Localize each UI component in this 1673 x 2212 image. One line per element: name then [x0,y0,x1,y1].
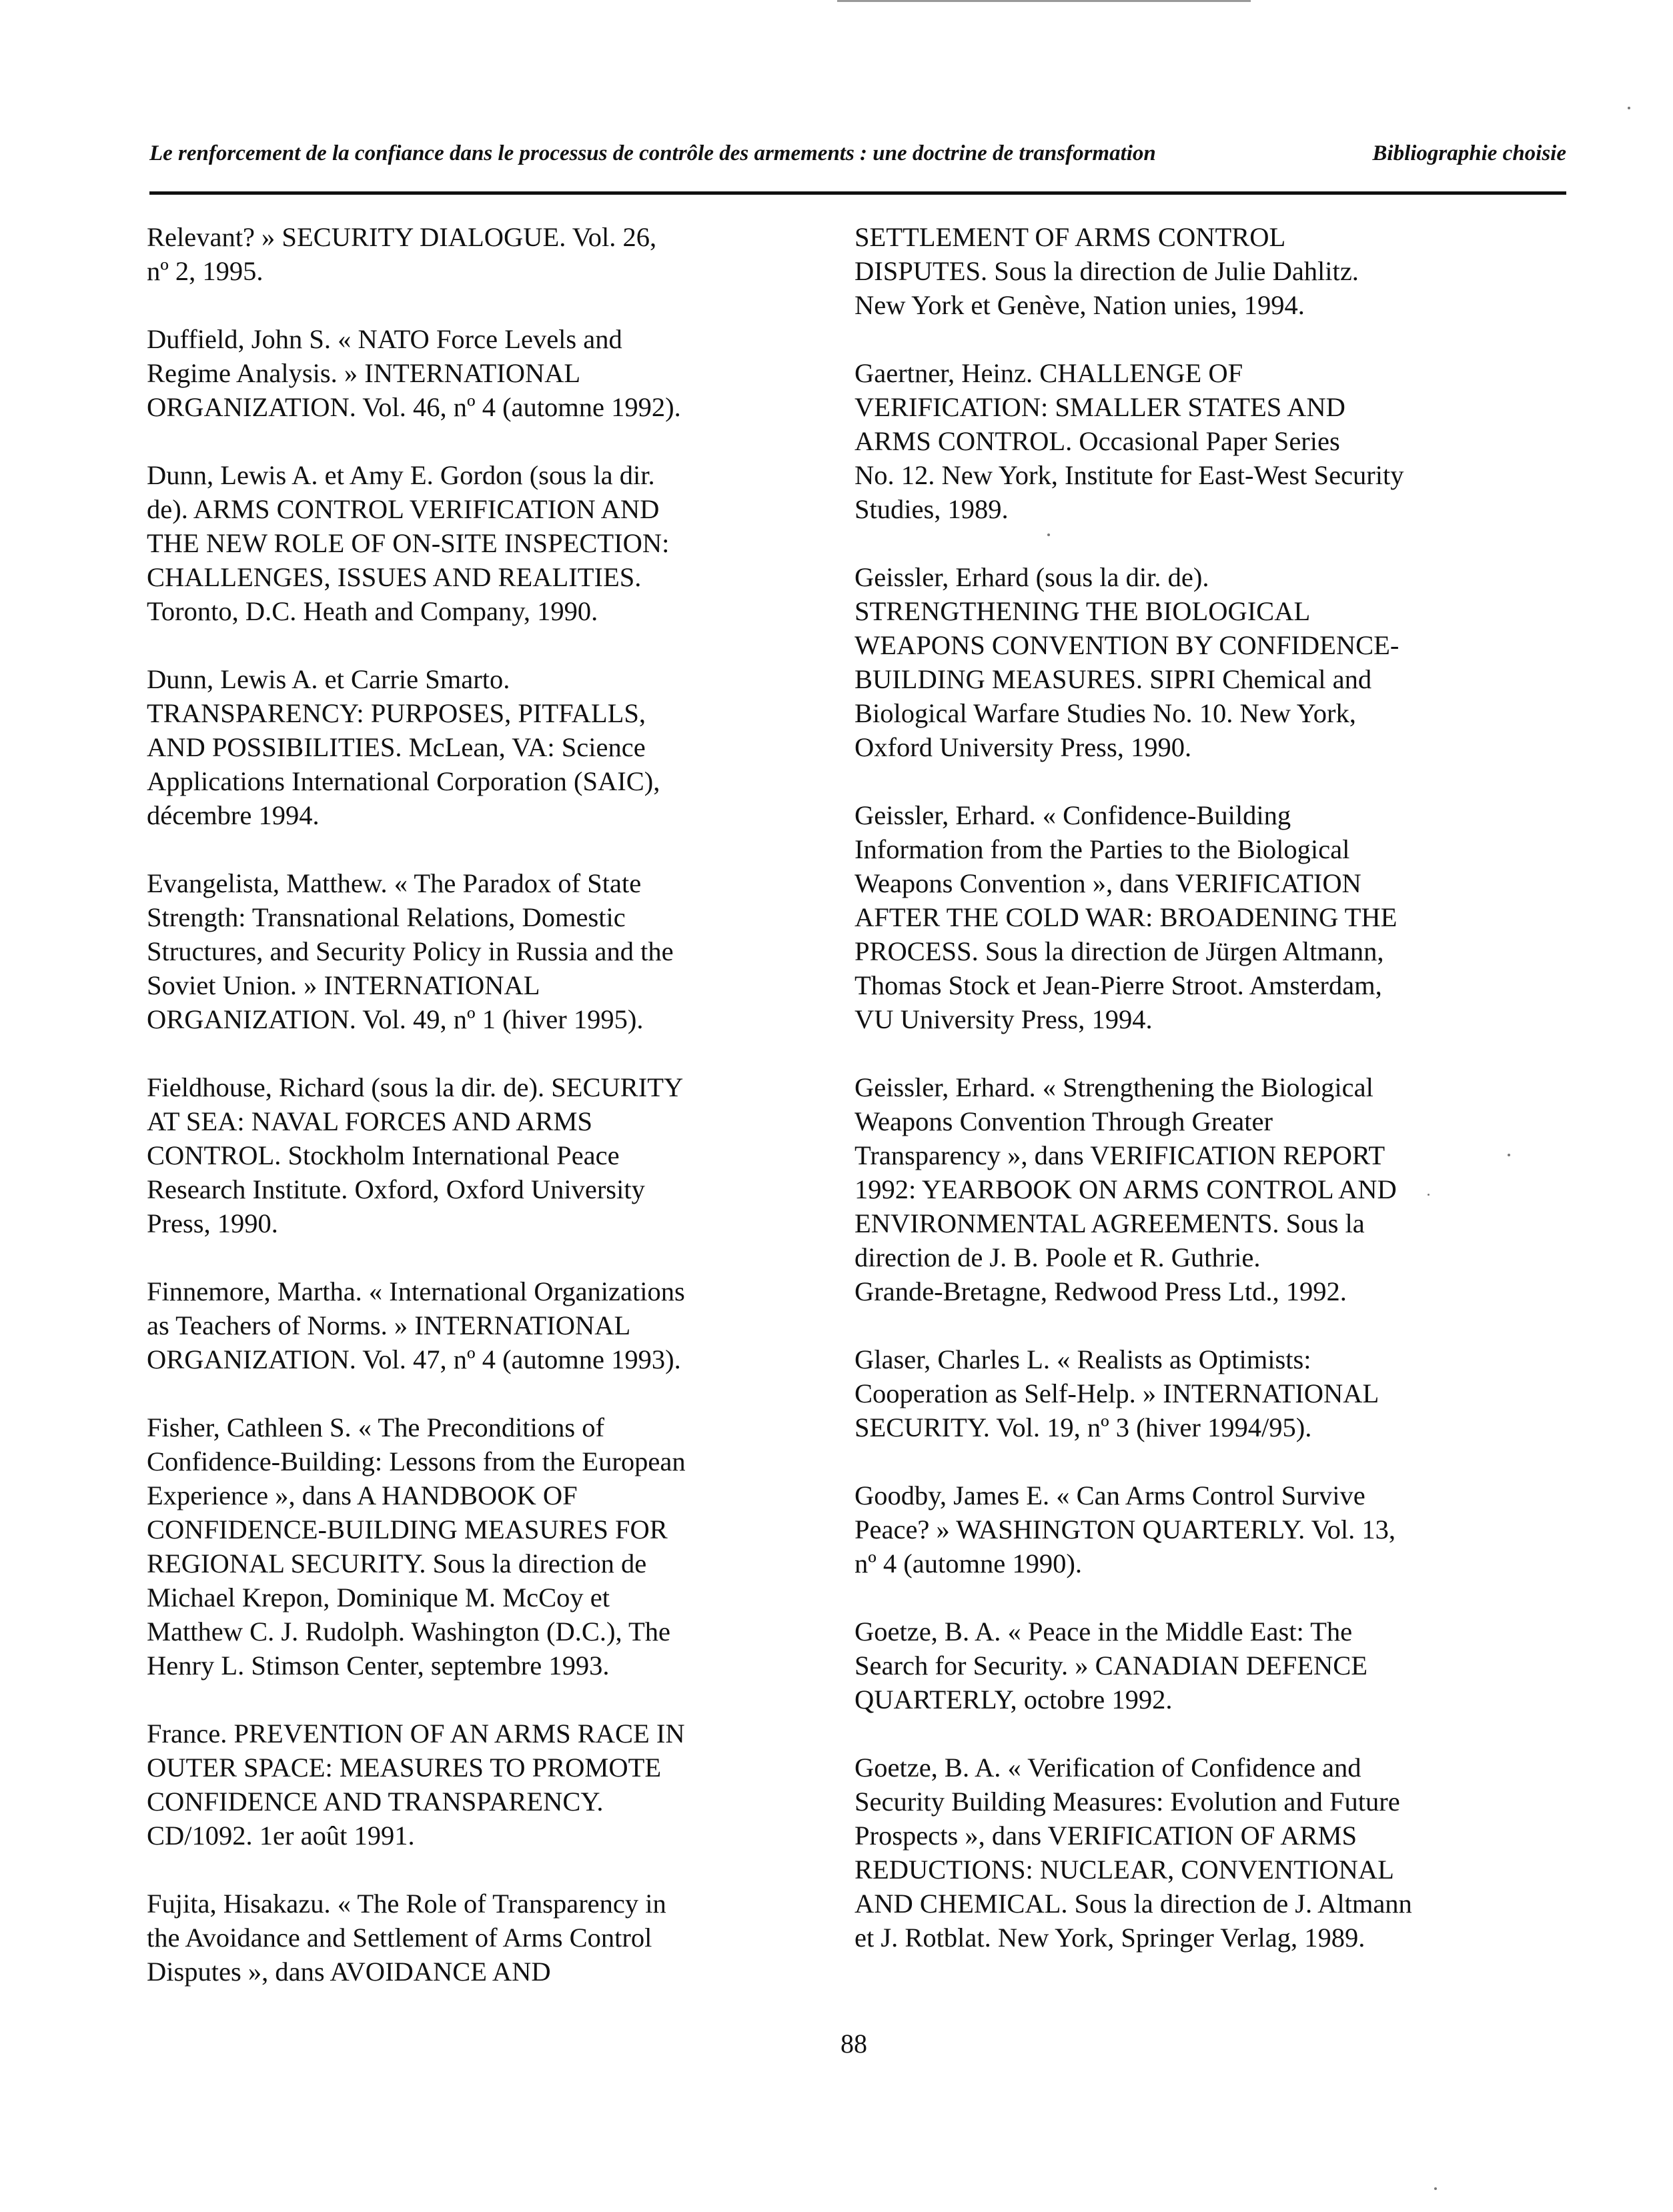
bibliography-entry: Goodby, James E. « Can Arms Control Survive Peace? » WASHINGTON QUARTERLY. Vol. 13, nº 4 (automne 1990). [855,1480,1396,1578]
bibliography-entry: France. PREVENTION OF AN ARMS RACE IN OUTER SPACE: MEASURES TO PROMOTE CONFIDENCE AND TRANSPARENCY. CD/1092. 1er août 1991. [147,1719,685,1851]
bibliography-entry: Fujita, Hisakazu. « The Role of Transparency in the Avoidance and Settlement of Arms Control Disputes », dans AVOIDANCE AND [147,1889,666,1987]
bibliography-entry: Duffield, John S. « NATO Force Levels and Regime Analysis. » INTERNATIONAL ORGANIZATION. Vol. 46, nº 4 (automne 1992). [147,324,681,422]
running-header-title: Le renforcement de la confiance dans le processus de contrôle des armements : une doctrine de transformation [149,141,1156,165]
bibliography-entry: Dunn, Lewis A. et Amy E. Gordon (sous la dir. de). ARMS CONTROL VERIFICATION AND THE NEW ROLE OF ON-SITE INSPECTION: CHALLENGES, ISSUES AND REALITIES. Toronto, D.C. Heath and Company, 1990. [147,460,670,626]
bibliography-entry: Relevant? » SECURITY DIALOGUE. Vol. 26, nº 2, 1995. [147,222,657,286]
page-number: 88 [841,2029,867,2059]
bibliography-entry: Geissler, Erhard. « Confidence-Building Information from the Parties to the Biological Weapons Convention », dans VERIFICATION AFTER THE COLD WAR: BROADENING THE PROCESS. Sous la direction de Jürgen Altmann, Thomas Stock et Jean-Pierre Stroot. Amsterdam, VU University Press, 1994. [855,800,1398,1034]
bibliography-entry: Geissler, Erhard. « Strengthening the Biological Weapons Convention Through Greater Transparency », dans VERIFICATION REPORT 1992: YEARBOOK ON ARMS CONTROL AND ENVIRONMENTAL AGREEMENTS. Sous la direction de J. B. Poole et R. Guthrie. Grande-Bretagne, Redwood Press Ltd., 1992. [855,1072,1397,1306]
bibliography-entry: Fieldhouse, Richard (sous la dir. de). SECURITY AT SEA: NAVAL FORCES AND ARMS CONTROL. Stockholm International Peace Research Institute. Oxford, Oxford University Press, 1990. [147,1072,684,1238]
bibliography-entry: Goetze, B. A. « Peace in the Middle East: The Search for Security. » CANADIAN DEFENCE QUARTERLY, octobre 1992. [855,1616,1367,1715]
bibliography-entry: Fisher, Cathleen S. « The Preconditions of Confidence-Building: Lessons from the European Experience », dans A HANDBOOK OF CONFIDENCE-BUILDING MEASURES FOR REGIONAL SECURITY. Sous la direction de Michael Krepon, Dominique M. McCoy et Matthew C. J. Rudolph. Washington (D.C.), The Henry L. Stimson Center, septembre 1993. [147,1412,686,1681]
running-header [149,133,1566,173]
scan-speck [1428,1194,1430,1196]
bibliography-left-column [147,220,820,1989]
scan-speck [1047,533,1050,536]
bibliography-entry: Glaser, Charles L. « Realists as Optimists: Cooperation as Self-Help. » INTERNATIONAL SECURITY. Vol. 19, nº 3 (hiver 1994/95). [855,1344,1379,1442]
bibliography-entry: SETTLEMENT OF ARMS CONTROL DISPUTES. Sous la direction de Julie Dahlitz. New York et Genève, Nation unies, 1994. [855,222,1359,320]
bibliography-right-column [855,220,1548,1955]
bibliography-entry: Gaertner, Heinz. CHALLENGE OF VERIFICATION: SMALLER STATES AND ARMS CONTROL. Occasional Paper Series No. 12. New York, Institute for East-West Security Studies, 1989. [855,358,1404,524]
scan-speck [1628,107,1630,109]
running-header-section: Bibliographie choisie [1372,141,1566,165]
header-divider [149,191,1566,195]
scan-speck [1434,2187,1437,2190]
bibliography-entry: Goetze, B. A. « Verification of Confidence and Security Building Measures: Evolution and Future Prospects », dans VERIFICATION OF ARMS REDUCTIONS: NUCLEAR, CONVENTIONAL AND CHEMICAL. Sous la direction de J. Altmann et J. Rotblat. New York, Springer Verlag, 1989. [855,1753,1412,1953]
bibliography-entry: Finnemore, Martha. « International Organizations as Teachers of Norms. » INTERNATIONAL ORGANIZATION. Vol. 47, nº 4 (automne 1993). [147,1276,685,1374]
scan-top-edge-line [837,0,1251,2]
bibliography-entry: Geissler, Erhard (sous la dir. de). STRENGTHENING THE BIOLOGICAL WEAPONS CONVENTION BY CONFIDENCE- BUILDING MEASURES. SIPRI Chemical and Biological Warfare Studies No. 10. New York, Oxford University Press, 1990. [855,562,1400,762]
bibliography-entry: Evangelista, Matthew. « The Paradox of State Strength: Transnational Relations, Domestic Structures, and Security Policy in Russia and the Soviet Union. » INTERNATIONAL ORGANIZATION. Vol. 49, nº 1 (hiver 1995). [147,868,674,1034]
bibliography-entry: Dunn, Lewis A. et Carrie Smarto. TRANSPARENCY: PURPOSES, PITFALLS, AND POSSIBILITIES. McLean, VA: Science Applications International Corporation (SAIC), décembre 1994. [147,664,660,830]
scan-speck [1508,1154,1510,1156]
